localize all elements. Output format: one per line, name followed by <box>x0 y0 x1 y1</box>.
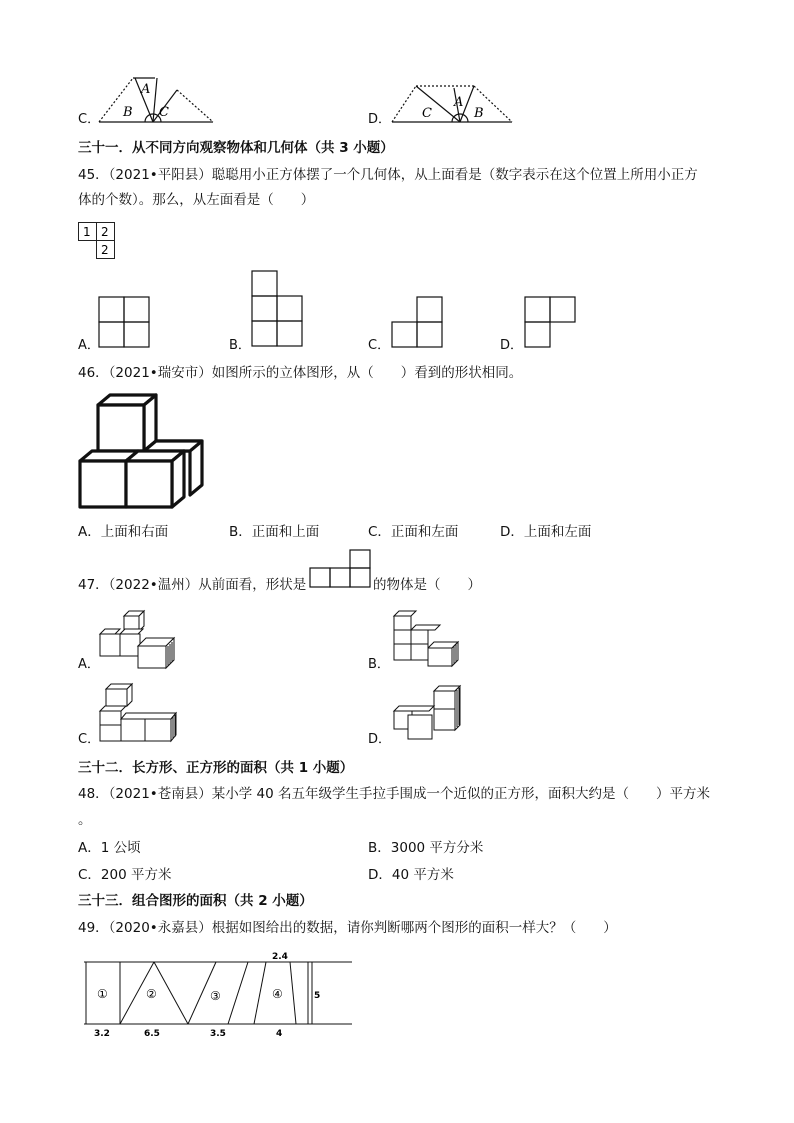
q49-text: 49．（2020•永嘉县）根据如图给出的数据，请你判断哪两个图形的面积一样大？（ ） <box>78 920 617 936</box>
q46-option-a[interactable]: A．上面和右面 <box>78 524 169 540</box>
q45-line1: 45．（2021•平阳县）聪聪用小正方体摆了一个几何体，从上面看是（数字表示在这个位置上所用小正方 <box>78 167 698 183</box>
shape-label-3: ③ <box>210 989 221 1003</box>
q47-cube-figure-c <box>98 683 180 743</box>
q48-option-c[interactable]: C．200 平方米 <box>78 867 172 883</box>
q45-line2: 体的个数）。那么，从左面看是（ ） <box>78 192 315 208</box>
shape-label-1: ① <box>97 987 108 1001</box>
option-d-letter: D． <box>368 112 392 127</box>
dim-2-4: 2.4 <box>272 952 288 962</box>
section-title-31: 三十一．从不同方向观察物体和几何体（共 3 小题） <box>78 140 394 156</box>
q45-figure-a <box>98 296 150 348</box>
grid-cell-1: 1 <box>83 225 91 239</box>
angle-figure-c <box>95 76 215 126</box>
q48-line1: 48．（2021•苍南县）某小学 40 名五年级学生手拉手围成一个近似的正方形，面积大约是（ ）平方米 <box>78 786 711 802</box>
q47-option-b[interactable]: B． <box>368 657 390 672</box>
section-title-32: 三十二．长方形、正方形的面积（共 1 小题） <box>78 760 354 776</box>
dim-3-2: 3.2 <box>94 1029 110 1039</box>
angle-label-b: B <box>123 105 133 120</box>
q45-option-a[interactable]: A． <box>78 338 100 353</box>
section-title-33: 三十三．组合图形的面积（共 2 小题） <box>78 893 313 909</box>
q48-option-b[interactable]: B．3000 平方分米 <box>368 840 484 856</box>
angle-figure-d <box>390 84 515 126</box>
angle-label-b2: B <box>474 106 484 121</box>
dim-3-5: 3.5 <box>210 1029 226 1039</box>
dim-6-5: 6.5 <box>144 1029 160 1039</box>
q46-text: 46．（2021•瑞安市）如图所示的立体图形，从（ ）看到的形状相同。 <box>78 365 523 381</box>
q45-figure-c <box>391 296 443 348</box>
q47-text-before: 47．（2022•温州）从前面看，形状是 <box>78 577 307 593</box>
angle-label-c: C <box>159 105 169 120</box>
option-c-letter: C． <box>78 112 101 127</box>
q49-composite-figure <box>84 948 356 1040</box>
q45-figure-b <box>251 270 303 348</box>
angle-label-c2: C <box>422 106 432 121</box>
q47-option-d[interactable]: D． <box>368 732 392 747</box>
angle-label-a: A <box>141 82 151 97</box>
q46-option-b[interactable]: B．正面和上面 <box>229 524 320 540</box>
shape-label-4: ④ <box>272 987 283 1001</box>
q47-text-after: 的物体是（ ） <box>373 577 481 593</box>
grid-cell-2: 2 <box>101 225 109 239</box>
q46-option-c[interactable]: C．正面和左面 <box>368 524 459 540</box>
q46-option-d[interactable]: D．上面和左面 <box>500 524 592 540</box>
q45-figure-d <box>524 296 576 348</box>
q47-front-view-figure <box>309 549 371 589</box>
q47-option-a[interactable]: A． <box>78 657 100 672</box>
q47-cube-figure-b <box>392 610 464 668</box>
q45-option-b[interactable]: B． <box>229 338 251 353</box>
q47-cube-figure-a <box>98 606 180 668</box>
q46-solid-figure <box>78 393 204 511</box>
q48-option-a[interactable]: A．1 公顷 <box>78 840 141 856</box>
dim-4: 4 <box>276 1029 283 1039</box>
dim-5: 5 <box>314 991 321 1001</box>
shape-label-2: ② <box>146 987 157 1001</box>
q48-option-d[interactable]: D．40 平方米 <box>368 867 454 883</box>
q45-option-d[interactable]: D． <box>500 338 524 353</box>
angle-label-a2: A <box>454 95 464 110</box>
grid-cell-3: 2 <box>101 243 109 257</box>
q48-line2: 。 <box>78 812 92 828</box>
q47-option-c[interactable]: C． <box>78 732 101 747</box>
q47-cube-figure-d <box>392 685 466 743</box>
q45-option-c[interactable]: C． <box>368 338 391 353</box>
